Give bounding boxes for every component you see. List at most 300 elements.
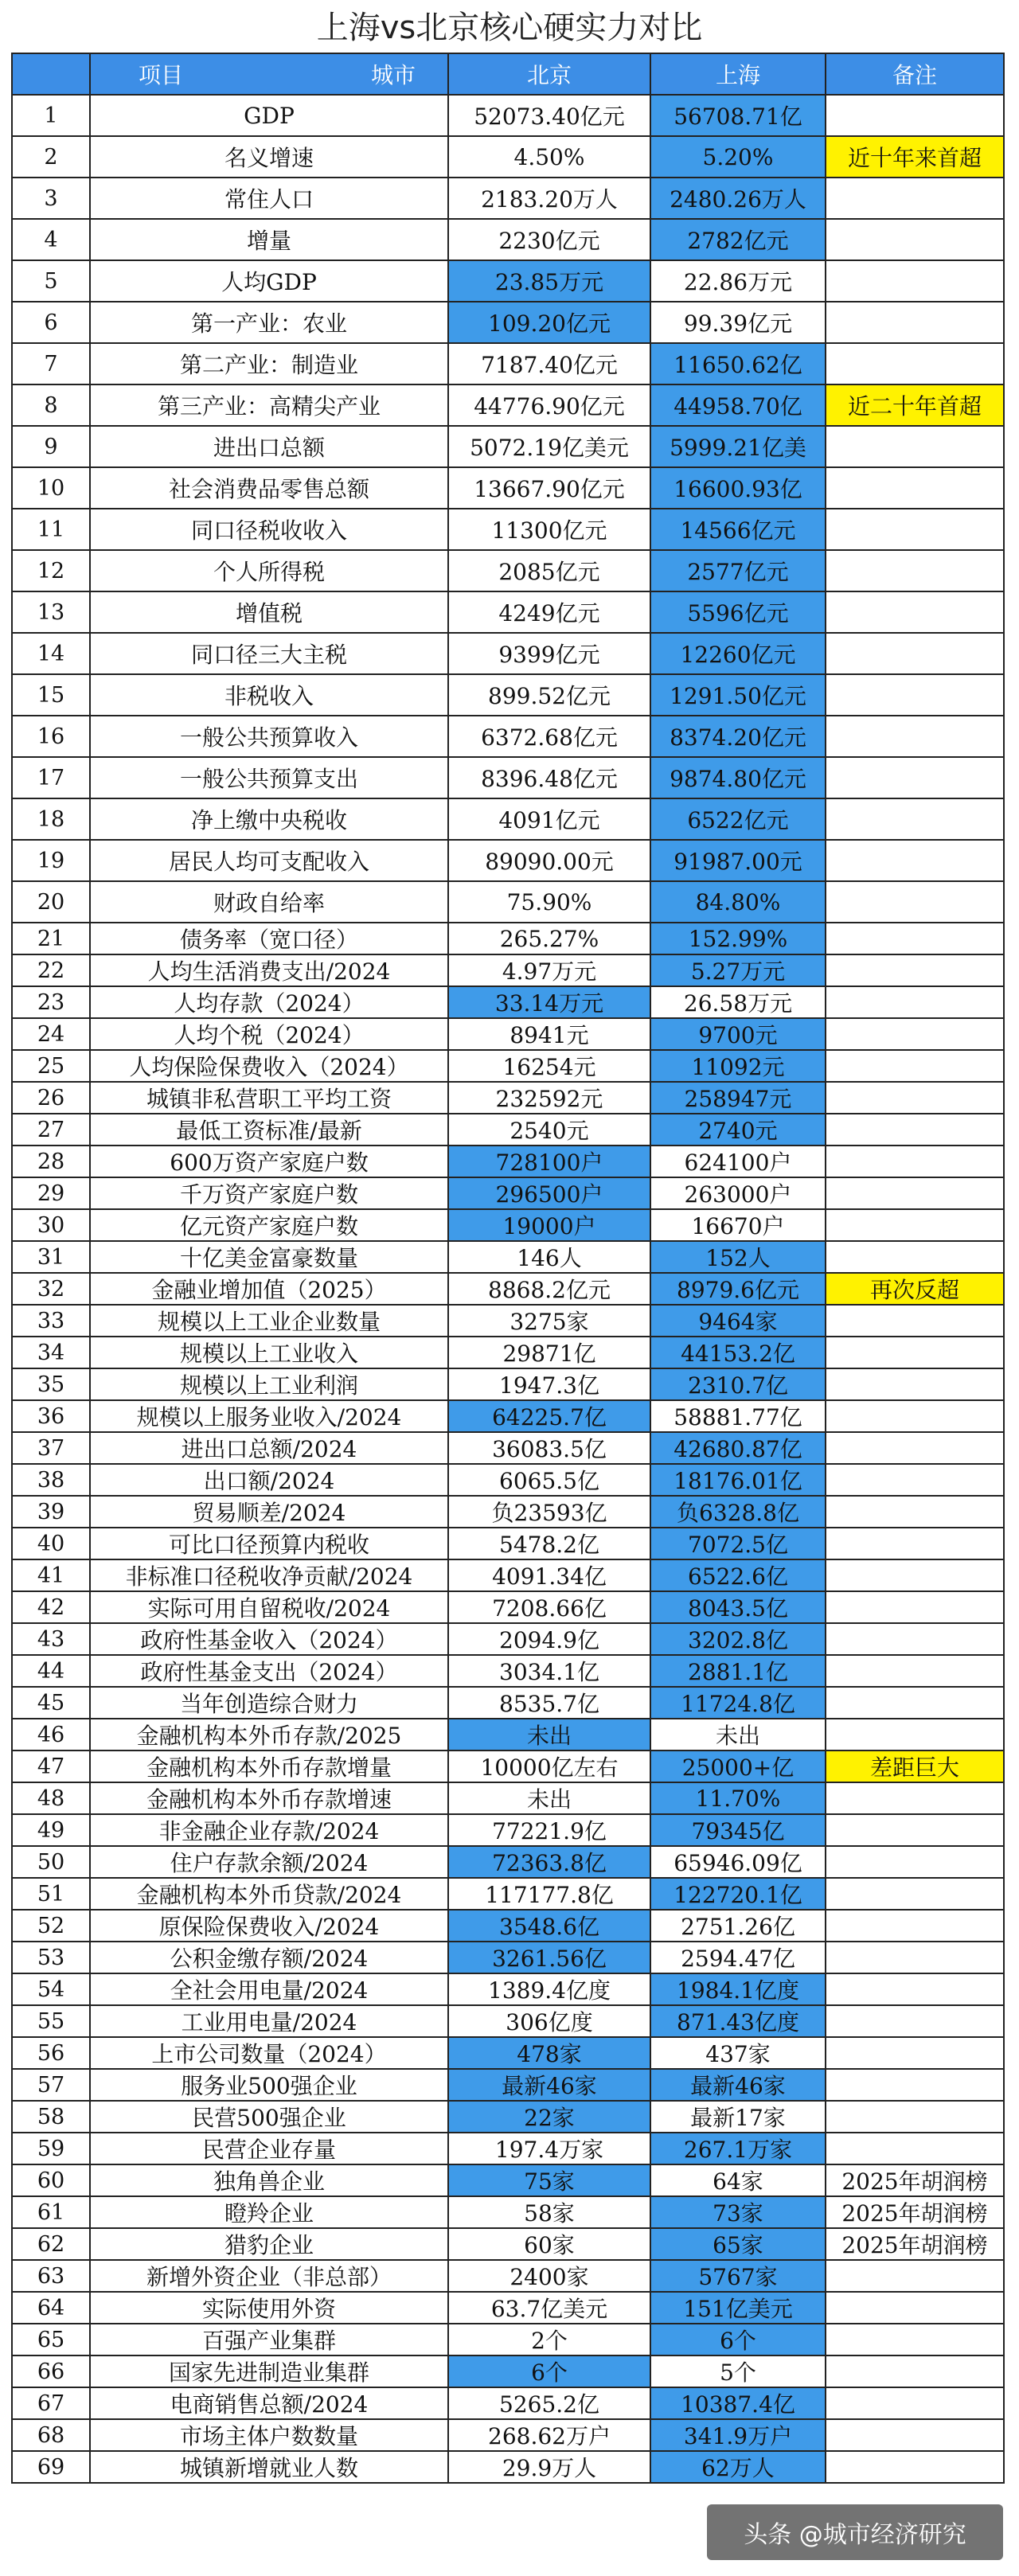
table-row [11,1465,1005,1497]
beijing-value-cell: 1947.3亿 [449,1369,651,1401]
note-cell [826,96,1005,137]
beijing-value-cell: 60家 [449,2229,651,2261]
shanghai-value-cell: 341.9万户 [651,2420,826,2452]
item-cell: 出口额/2024 [91,1465,449,1497]
item-cell: 非税收入 [91,675,449,716]
table-row [11,1624,1005,1656]
shanghai-value-cell: 56708.71亿 [651,96,826,137]
beijing-value-cell: 232592元 [449,1083,651,1114]
row-number-cell: 12 [11,551,91,592]
table-row [11,385,1005,427]
row-number-cell: 39 [11,1497,91,1528]
shanghai-value-cell: 6个 [651,2324,826,2356]
row-number-cell: 53 [11,1942,91,1974]
table-row [11,675,1005,716]
row-number-cell: 21 [11,923,91,955]
beijing-value-cell: 63.7亿美元 [449,2293,651,2324]
beijing-value-cell: 23.85万元 [449,261,651,302]
shanghai-value-cell: 152.99% [651,923,826,955]
item-cell: 一般公共预算支出 [91,758,449,799]
item-cell: 个人所得税 [91,551,449,592]
row-number-cell: 16 [11,716,91,758]
item-cell: 服务业500强企业 [91,2070,449,2102]
row-number-cell: 8 [11,385,91,427]
beijing-value-cell: 负23593亿 [449,1497,651,1528]
shanghai-value-cell: 2881.1亿 [651,1656,826,1688]
shanghai-value-cell: 871.43亿度 [651,2006,826,2038]
item-cell: 十亿美金富豪数量 [91,1242,449,1274]
note-cell [826,1401,1005,1433]
item-cell: GDP [91,96,449,137]
beijing-value-cell: 最新46家 [449,2070,651,2102]
beijing-value-cell: 117177.8亿 [449,1879,651,1911]
row-number-cell: 15 [11,675,91,716]
row-number-cell: 61 [11,2197,91,2229]
row-number-cell: 44 [11,1656,91,1688]
beijing-value-cell: 58家 [449,2197,651,2229]
table-row [11,1178,1005,1210]
note-cell [826,1528,1005,1560]
page-title: 上海vs北京核心硬实力对比 [316,9,703,46]
beijing-value-cell: 29871亿 [449,1337,651,1369]
item-cell: 600万资产家庭户数 [91,1146,449,1178]
row-number-cell: 13 [11,592,91,634]
note-cell [826,987,1005,1019]
shanghai-value-cell: 16600.93亿 [651,468,826,509]
table-row [11,2356,1005,2388]
row-number-cell: 9 [11,427,91,468]
shanghai-value-cell: 9874.80亿元 [651,758,826,799]
shanghai-value-cell: 26.58万元 [651,987,826,1019]
item-cell: 民营500强企业 [91,2102,449,2133]
watermark: 头条 @城市经济研究 [707,2504,1003,2560]
item-cell: 实际可用自留税收/2024 [91,1592,449,1624]
item-cell: 百强产业集群 [91,2324,449,2356]
item-cell: 公积金缴存额/2024 [91,1942,449,1974]
shanghai-value-cell: 2577亿元 [651,551,826,592]
table-row [11,1974,1005,2006]
beijing-value-cell: 9399亿元 [449,634,651,675]
note-cell [826,716,1005,758]
shanghai-value-cell: 263000户 [651,1178,826,1210]
note-cell [826,1114,1005,1146]
shanghai-value-cell: 5个 [651,2356,826,2388]
row-number-cell: 4 [11,220,91,261]
table-row [11,2420,1005,2452]
item-cell: 金融业增加值（2025） [91,1274,449,1306]
shanghai-value-cell: 65家 [651,2229,826,2261]
item-cell: 一般公共预算收入 [91,716,449,758]
table-row [11,1146,1005,1178]
shanghai-value-cell: 44153.2亿 [651,1337,826,1369]
header-number-cell [11,54,91,96]
shanghai-value-cell: 22.86万元 [651,261,826,302]
table-row [11,261,1005,302]
row-number-cell: 3 [11,178,91,220]
item-cell: 进出口总额 [91,427,449,468]
row-number-cell: 24 [11,1019,91,1051]
row-number-cell: 37 [11,1433,91,1465]
table-row [11,2070,1005,2102]
item-cell: 净上缴中央税收 [91,799,449,841]
beijing-value-cell: 306亿度 [449,2006,651,2038]
beijing-value-cell: 5478.2亿 [449,1528,651,1560]
shanghai-value-cell: 1984.1亿度 [651,1974,826,2006]
table-row [11,1528,1005,1560]
table-row [11,758,1005,799]
note-cell [826,178,1005,220]
note-cell [826,2102,1005,2133]
note-cell [826,1210,1005,1242]
note-cell [826,509,1005,551]
table-row [11,955,1005,987]
item-cell: 金融机构本外币贷款/2024 [91,1879,449,1911]
table-row [11,2324,1005,2356]
shanghai-value-cell: 58881.77亿 [651,1401,826,1433]
beijing-value-cell: 77221.9亿 [449,1815,651,1847]
shanghai-value-cell: 负6328.8亿 [651,1497,826,1528]
shanghai-value-cell: 44958.70亿 [651,385,826,427]
note-cell [826,1911,1005,1942]
item-cell: 住户存款余额/2024 [91,1847,449,1879]
item-cell: 金融机构本外币存款/2025 [91,1719,449,1751]
table-row [11,923,1005,955]
table-row [11,1942,1005,1974]
beijing-value-cell: 44776.90亿元 [449,385,651,427]
note-cell [826,261,1005,302]
beijing-value-cell: 4.50% [449,137,651,178]
shanghai-value-cell: 2480.26万人 [651,178,826,220]
table-row [11,1369,1005,1401]
item-cell: 最低工资标准/最新 [91,1114,449,1146]
beijing-value-cell: 2400家 [449,2261,651,2293]
table-row [11,1592,1005,1624]
beijing-value-cell: 2个 [449,2324,651,2356]
item-cell: 千万资产家庭户数 [91,1178,449,1210]
shanghai-value-cell: 6522亿元 [651,799,826,841]
header-beijing: 北京 [449,54,651,96]
item-cell: 第二产业：制造业 [91,344,449,385]
row-number-cell: 34 [11,1337,91,1369]
shanghai-value-cell: 11650.62亿 [651,344,826,385]
shanghai-value-cell: 未出 [651,1719,826,1751]
shanghai-value-cell: 5.27万元 [651,955,826,987]
table-row [11,592,1005,634]
item-cell: 亿元资产家庭户数 [91,1210,449,1242]
row-number-cell: 11 [11,509,91,551]
note-cell: 近十年来首超 [826,137,1005,178]
shanghai-value-cell: 最新46家 [651,2070,826,2102]
note-cell [826,1624,1005,1656]
shanghai-value-cell: 10387.4亿 [651,2388,826,2420]
shanghai-value-cell: 91987.00元 [651,841,826,882]
note-cell [826,1242,1005,1274]
row-number-cell: 7 [11,344,91,385]
note-cell [826,1656,1005,1688]
table-row [11,220,1005,261]
row-number-cell: 28 [11,1146,91,1178]
shanghai-value-cell: 9700元 [651,1019,826,1051]
row-number-cell: 55 [11,2006,91,2038]
table-row [11,1560,1005,1592]
beijing-value-cell: 8868.2亿元 [449,1274,651,1306]
shanghai-value-cell: 65946.09亿 [651,1847,826,1879]
table-row [11,1306,1005,1337]
row-number-cell: 47 [11,1751,91,1783]
item-cell: 原保险保费收入/2024 [91,1911,449,1942]
note-cell [826,841,1005,882]
table-row [11,1719,1005,1751]
beijing-value-cell: 6个 [449,2356,651,2388]
table-row [11,1337,1005,1369]
note-cell [826,1433,1005,1465]
beijing-value-cell: 2230亿元 [449,220,651,261]
beijing-value-cell: 265.27% [449,923,651,955]
beijing-value-cell: 3034.1亿 [449,1656,651,1688]
row-number-cell: 19 [11,841,91,882]
table-row [11,1783,1005,1815]
beijing-value-cell: 3548.6亿 [449,1911,651,1942]
beijing-value-cell: 16254元 [449,1051,651,1083]
beijing-value-cell: 4091.34亿 [449,1560,651,1592]
table-row [11,344,1005,385]
shanghai-value-cell: 8979.6亿元 [651,1274,826,1306]
shanghai-value-cell: 5767家 [651,2261,826,2293]
item-cell: 人均保险保费收入（2024） [91,1051,449,1083]
beijing-value-cell: 36083.5亿 [449,1433,651,1465]
note-cell [826,1497,1005,1528]
table-row [11,2165,1005,2197]
note-cell: 差距巨大 [826,1751,1005,1783]
table-row [11,1656,1005,1688]
shanghai-value-cell: 73家 [651,2197,826,2229]
beijing-value-cell: 4091亿元 [449,799,651,841]
table-row [11,2229,1005,2261]
shanghai-value-cell: 1291.50亿元 [651,675,826,716]
item-cell: 居民人均可支配收入 [91,841,449,882]
item-cell: 国家先进制造业集群 [91,2356,449,2388]
item-cell: 社会消费品零售总额 [91,468,449,509]
note-cell [826,1719,1005,1751]
beijing-value-cell: 未出 [449,1719,651,1751]
item-cell: 金融机构本外币存款增速 [91,1783,449,1815]
row-number-cell: 63 [11,2261,91,2293]
item-cell: 第一产业：农业 [91,302,449,344]
note-cell [826,551,1005,592]
row-number-cell: 60 [11,2165,91,2197]
table-row [11,882,1005,923]
item-cell: 上市公司数量（2024） [91,2038,449,2070]
row-number-cell: 30 [11,1210,91,1242]
note-cell [826,1974,1005,2006]
item-cell: 债务率（宽口径） [91,923,449,955]
item-cell: 第三产业：高精尖产业 [91,385,449,427]
note-cell: 再次反超 [826,1274,1005,1306]
note-cell [826,1337,1005,1369]
note-cell: 2025年胡润榜 [826,2197,1005,2229]
beijing-value-cell: 2183.20万人 [449,178,651,220]
beijing-value-cell: 7208.66亿 [449,1592,651,1624]
item-cell: 猎豹企业 [91,2229,449,2261]
row-number-cell: 1 [11,96,91,137]
shanghai-value-cell: 2782亿元 [651,220,826,261]
item-cell: 规模以上工业企业数量 [91,1306,449,1337]
shanghai-value-cell: 267.1万家 [651,2133,826,2165]
table-row [11,1751,1005,1783]
beijing-value-cell: 72363.8亿 [449,1847,651,1879]
row-number-cell: 2 [11,137,91,178]
beijing-value-cell: 64225.7亿 [449,1401,651,1433]
beijing-value-cell: 268.62万户 [449,2420,651,2452]
shanghai-value-cell: 122720.1亿 [651,1879,826,1911]
note-cell [826,1815,1005,1847]
item-cell: 城镇非私营职工平均工资 [91,1083,449,1114]
beijing-value-cell: 5072.19亿美元 [449,427,651,468]
row-number-cell: 41 [11,1560,91,1592]
note-cell [826,302,1005,344]
shanghai-value-cell: 64家 [651,2165,826,2197]
table-row [11,2006,1005,2038]
item-cell: 金融机构本外币存款增量 [91,1751,449,1783]
item-cell: 当年创造综合财力 [91,1688,449,1719]
table-row [11,2197,1005,2229]
table-row [11,178,1005,220]
note-cell [826,1560,1005,1592]
item-cell: 贸易顺差/2024 [91,1497,449,1528]
row-number-cell: 52 [11,1911,91,1942]
shanghai-value-cell: 11.70% [651,1783,826,1815]
table-row [11,2038,1005,2070]
row-number-cell: 48 [11,1783,91,1815]
item-cell: 瞪羚企业 [91,2197,449,2229]
beijing-value-cell: 3261.56亿 [449,1942,651,1974]
beijing-value-cell: 75家 [449,2165,651,2197]
note-cell [826,758,1005,799]
row-number-cell: 43 [11,1624,91,1656]
note-cell [826,634,1005,675]
row-number-cell: 35 [11,1369,91,1401]
row-number-cell: 46 [11,1719,91,1751]
table-row [11,1688,1005,1719]
note-cell [826,675,1005,716]
item-cell: 政府性基金支出（2024） [91,1656,449,1688]
table-row [11,1847,1005,1879]
beijing-value-cell: 10000亿左右 [449,1751,651,1783]
note-cell [826,1465,1005,1497]
item-cell: 规模以上工业利润 [91,1369,449,1401]
header-note: 备注 [826,54,1005,96]
note-cell [826,1369,1005,1401]
shanghai-value-cell: 437家 [651,2038,826,2070]
shanghai-value-cell: 151亿美元 [651,2293,826,2324]
beijing-value-cell: 7187.40亿元 [449,344,651,385]
table-row [11,2261,1005,2293]
row-number-cell: 32 [11,1274,91,1306]
beijing-value-cell: 11300亿元 [449,509,651,551]
beijing-value-cell: 109.20亿元 [449,302,651,344]
item-cell: 人均GDP [91,261,449,302]
beijing-value-cell: 1389.4亿度 [449,1974,651,2006]
item-cell: 常住人口 [91,178,449,220]
item-cell: 实际使用外资 [91,2293,449,2324]
shanghai-value-cell: 3202.8亿 [651,1624,826,1656]
item-cell: 规模以上工业收入 [91,1337,449,1369]
shanghai-value-cell: 42680.87亿 [651,1433,826,1465]
row-number-cell: 66 [11,2356,91,2388]
row-number-cell: 59 [11,2133,91,2165]
note-cell [826,1592,1005,1624]
row-number-cell: 23 [11,987,91,1019]
row-number-cell: 62 [11,2229,91,2261]
beijing-value-cell: 728100户 [449,1146,651,1178]
header-shanghai: 上海 [651,54,826,96]
shanghai-value-cell: 25000+亿 [651,1751,826,1783]
item-cell: 增值税 [91,592,449,634]
table-row [11,1433,1005,1465]
row-number-cell: 25 [11,1051,91,1083]
note-cell [826,2420,1005,2452]
note-cell [826,1847,1005,1879]
row-number-cell: 10 [11,468,91,509]
shanghai-value-cell: 2310.7亿 [651,1369,826,1401]
table-row [11,1114,1005,1146]
note-cell [826,2452,1005,2484]
note-cell [826,2293,1005,2324]
beijing-value-cell: 296500户 [449,1178,651,1210]
item-cell: 政府性基金收入（2024） [91,1624,449,1656]
beijing-value-cell: 6065.5亿 [449,1465,651,1497]
note-cell [826,468,1005,509]
shanghai-value-cell: 84.80% [651,882,826,923]
note-cell [826,1306,1005,1337]
shanghai-value-cell: 18176.01亿 [651,1465,826,1497]
beijing-value-cell: 3275家 [449,1306,651,1337]
row-number-cell: 26 [11,1083,91,1114]
note-cell [826,220,1005,261]
row-number-cell: 69 [11,2452,91,2484]
shanghai-value-cell: 12260亿元 [651,634,826,675]
note-cell [826,344,1005,385]
comparison-table [11,53,1005,2484]
beijing-value-cell: 146人 [449,1242,651,1274]
item-cell: 民营企业存量 [91,2133,449,2165]
note-cell [826,1083,1005,1114]
shanghai-value-cell: 11092元 [651,1051,826,1083]
table-row [11,96,1005,137]
row-number-cell: 49 [11,1815,91,1847]
beijing-value-cell: 52073.40亿元 [449,96,651,137]
shanghai-value-cell: 14566亿元 [651,509,826,551]
shanghai-value-cell: 5.20% [651,137,826,178]
table-row [11,2293,1005,2324]
note-cell: 2025年胡润榜 [826,2165,1005,2197]
note-cell [826,955,1005,987]
shanghai-value-cell: 2740元 [651,1114,826,1146]
row-number-cell: 40 [11,1528,91,1560]
beijing-value-cell: 29.9万人 [449,2452,651,2484]
table-header [11,53,1005,96]
row-number-cell: 65 [11,2324,91,2356]
beijing-value-cell: 2540元 [449,1114,651,1146]
shanghai-value-cell: 8374.20亿元 [651,716,826,758]
row-number-cell: 56 [11,2038,91,2070]
beijing-value-cell: 6372.68亿元 [449,716,651,758]
beijing-value-cell: 19000户 [449,1210,651,1242]
table-row [11,1083,1005,1114]
table-row [11,1210,1005,1242]
note-cell: 近二十年首超 [826,385,1005,427]
table-row [11,716,1005,758]
